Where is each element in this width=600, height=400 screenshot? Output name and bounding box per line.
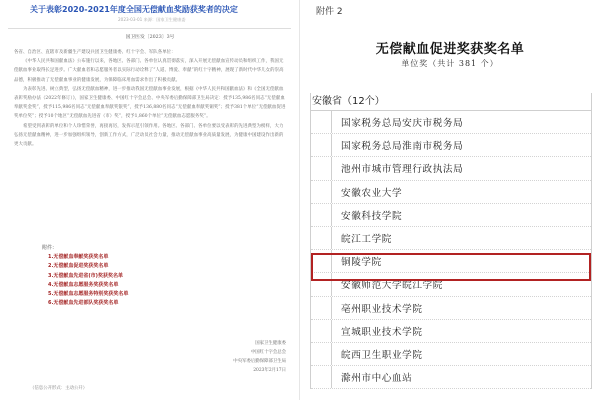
list-title: 无偿献血促进奖获奖名单 bbox=[375, 42, 525, 57]
unit-name: 宣城职业技术学院 bbox=[341, 326, 423, 338]
unit-name: 滁州市中心血站 bbox=[341, 373, 413, 385]
body-paragraph: 希望受到表彰的单位和个人珍惜荣誉，再接再厉，发挥示范引领作用。各地区、各部门、各单位要以受表彰的先进典型为榜样，大力弘扬无偿献血精神，进一步加强组织领导，创新工作方式，广泛动员社会力量，推动无偿献血事业高质量发展，为健康中国建设作出新的更大贡献。 bbox=[14, 123, 284, 148]
signature-line: 国家卫生健康委 bbox=[255, 341, 286, 346]
attachments-heading: 附件： bbox=[42, 245, 58, 251]
attachment-label: 附件 2 bbox=[316, 7, 343, 17]
province-header: 安徽省（12个） bbox=[311, 93, 591, 111]
unit-name: 国家税务总局淮南市税务局 bbox=[341, 141, 464, 153]
table-row bbox=[311, 111, 591, 134]
title-divider bbox=[8, 28, 291, 29]
unit-name: 池州市城市管理行政执法局 bbox=[341, 164, 464, 176]
list-subtitle: 单位奖（共计 381 个） bbox=[401, 59, 499, 68]
attachment-link-6[interactable]: 6.无偿献血先进部队奖获奖名单 bbox=[48, 300, 119, 307]
attachment-link-3[interactable]: 3.无偿献血先进省(市)奖获奖名单 bbox=[48, 272, 123, 279]
table-row bbox=[311, 297, 591, 320]
document-meta: 2023-03-01 来源：国家卫生健康委 bbox=[118, 17, 186, 22]
attachments-list bbox=[42, 244, 202, 308]
signature-line: 中央军委后勤保障部卫生局 bbox=[233, 359, 286, 364]
signature-date: 2023年2月17日 bbox=[253, 368, 286, 373]
signature-line: 中国红十字会总会 bbox=[250, 350, 286, 355]
highlight-box bbox=[311, 253, 591, 281]
document-title: 关于表彰2020-2021年度全国无偿献血奖励获奖者的决定 bbox=[30, 5, 238, 14]
body-paragraph: 《中华人民共和国献血法》公布施行以来，各地区、各部门、各单位认真贯彻落实，深入开展无偿献血宣传动员和组织工作，我国无偿献血事业取得长足进步。广大献血者和志愿服务者以实际行动诠释了“人道、博爱、奉献”的红十字精神，展现了新时代中华儿女的崇高品德，积极推动了无偿献血事业的健康发展，为保障临床用血需求作出了积极贡献。 bbox=[14, 59, 284, 83]
unit-name: 国家税务总局安庆市税务局 bbox=[341, 118, 464, 130]
document-body bbox=[14, 48, 286, 149]
unit-name: 皖江工学院 bbox=[341, 234, 392, 246]
table-row bbox=[311, 366, 591, 389]
table-row bbox=[311, 320, 591, 343]
unit-name: 安徽科技学院 bbox=[341, 210, 403, 222]
table-row bbox=[311, 343, 591, 366]
table-row bbox=[311, 227, 591, 250]
attachment-link-5[interactable]: 5.无偿献血志愿服务特别奖获奖名单 bbox=[48, 291, 129, 298]
attachment-link-1[interactable]: 1.无偿献血奉献奖获奖名单 bbox=[48, 254, 109, 261]
unit-name: 安徽师范大学皖江学院 bbox=[341, 280, 443, 292]
award-table bbox=[310, 93, 592, 389]
table-row bbox=[311, 204, 591, 227]
unit-name: 安徽农业大学 bbox=[341, 187, 403, 199]
unit-name: 亳州职业技术学院 bbox=[341, 303, 423, 315]
attachment-link-2[interactable]: 2.无偿献血促进奖获奖名单 bbox=[48, 263, 109, 270]
table-row bbox=[311, 134, 591, 157]
table-row bbox=[311, 181, 591, 204]
document-number: 国卫医发〔2023〕3号 bbox=[125, 35, 175, 40]
disclosure-note: （信息公开形式：主动公开） bbox=[30, 386, 88, 391]
unit-name: 皖西卫生职业学院 bbox=[341, 349, 423, 361]
body-paragraph: 各省、自治区、直辖市及新疆生产建设兵团卫生健康委、红十字会、军队各单位： bbox=[14, 50, 176, 55]
award-list-page bbox=[300, 0, 600, 400]
body-paragraph: 为表彰先进、树立典型，弘扬无偿献血精神，进一步推动我国无偿献血事业发展，根据《中华人民共和国献血法》和《全国无偿献血表彰奖励办法（2022年修订）》，国家卫生健康委、中国红十字会总会、中央军委后勤保障部卫生局决定：授予135,986名同志“无偿献血奉献奖金奖”，授予115,986名同志“无偿献血奉献奖银奖”，授予136,880名同志“无偿献血奉献奖铜奖”；授予381个单位“无偿献血促进奖单位奖”；授予10个地区“无偿献血先进省（市）奖”，授予1,860个单位“无偿献血志愿服务奖”。 bbox=[14, 86, 286, 120]
table-row bbox=[311, 157, 591, 180]
unit-name: 铜陵学院 bbox=[341, 257, 382, 269]
attachment-link-4[interactable]: 4.无偿献血志愿服务奖获奖名单 bbox=[48, 281, 119, 288]
